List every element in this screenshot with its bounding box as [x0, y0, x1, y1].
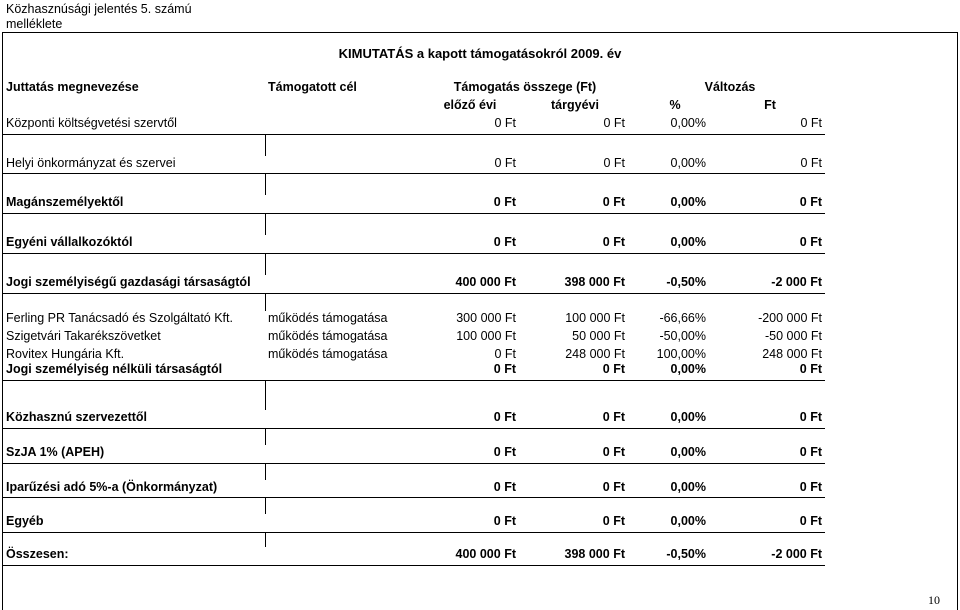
row-underline	[2, 213, 825, 214]
cell-divider	[265, 497, 266, 514]
row-prev-amount: 0 Ft	[493, 195, 516, 209]
row-name: Helyi önkormányzat és szervei	[6, 156, 176, 170]
row-name: Ferling PR Tanácsadó és Szolgáltató Kft.	[6, 311, 233, 325]
row-prev-amount: 300 000 Ft	[456, 311, 516, 325]
row-change-ft: 248 000 Ft	[762, 347, 822, 361]
row-curr-amount: 248 000 Ft	[565, 347, 625, 361]
row-prev-amount: 0 Ft	[494, 156, 516, 170]
cell-divider	[265, 428, 266, 445]
row-change-pct: 0,00%	[670, 480, 706, 494]
row-prev-amount: 0 Ft	[493, 410, 516, 424]
col-header-pct: %	[669, 98, 681, 112]
row-name: Összesen:	[6, 547, 69, 561]
row-prev-amount: 400 000 Ft	[455, 275, 516, 289]
row-curr-amount: 0 Ft	[602, 410, 625, 424]
row-change-ft: 0 Ft	[799, 362, 822, 376]
row-change-ft: 0 Ft	[800, 156, 822, 170]
row-underline	[2, 380, 825, 381]
row-change-ft: 0 Ft	[799, 480, 822, 494]
row-prev-amount: 0 Ft	[493, 480, 516, 494]
row-name: Központi költségvetési szervtől	[6, 116, 177, 130]
row-name: Jogi személyiségű gazdasági társaságtól	[6, 275, 251, 289]
row-underline	[2, 463, 825, 464]
row-underline	[2, 173, 825, 174]
row-prev-amount: 0 Ft	[493, 235, 516, 249]
row-curr-amount: 398 000 Ft	[564, 275, 625, 289]
col-header-name: Juttatás megnevezése	[6, 80, 139, 94]
row-change-ft: 0 Ft	[799, 410, 822, 424]
row-change-ft: 0 Ft	[800, 116, 822, 130]
row-change-ft: -200 000 Ft	[758, 311, 822, 325]
row-change-ft: 0 Ft	[799, 514, 822, 528]
row-prev-amount: 0 Ft	[493, 362, 516, 376]
row-change-ft: 0 Ft	[799, 235, 822, 249]
cell-divider	[265, 213, 266, 235]
row-underline	[2, 293, 825, 294]
row-change-ft: -50 000 Ft	[765, 329, 822, 343]
row-name: Rovitex Hungária Kft.	[6, 347, 125, 361]
row-underline	[2, 428, 825, 429]
row-change-ft: 0 Ft	[799, 445, 822, 459]
row-goal: működés támogatása	[268, 347, 388, 361]
cell-divider	[265, 293, 266, 311]
row-change-pct: 0,00%	[670, 116, 706, 130]
row-curr-amount: 100 000 Ft	[565, 311, 625, 325]
row-change-pct: -0,50%	[666, 547, 706, 561]
row-change-pct: 0,00%	[670, 195, 706, 209]
row-prev-amount: 0 Ft	[494, 116, 516, 130]
row-name: Szigetvári Takarékszövetket	[6, 329, 161, 343]
row-name: Iparűzési adó 5%-a (Önkormányzat)	[6, 480, 218, 494]
col-header-amount: Támogatás összege (Ft)	[453, 80, 597, 94]
row-name: SzJA 1% (APEH)	[6, 445, 105, 459]
row-name: Közhasznú szervezettől	[6, 410, 148, 424]
header-note: Közhasznúsági jelentés 5. számú melléklete	[6, 2, 192, 31]
cell-divider	[265, 134, 266, 156]
page-number: 10	[928, 593, 940, 607]
row-name: Magánszemélyektől	[6, 195, 124, 209]
col-header-goal: Támogatott cél	[268, 80, 357, 94]
row-curr-amount: 0 Ft	[602, 480, 625, 494]
row-change-pct: 0,00%	[670, 235, 706, 249]
cell-divider	[265, 463, 266, 480]
row-curr-amount: 0 Ft	[602, 514, 625, 528]
row-goal: működés támogatása	[268, 311, 388, 325]
cell-divider	[265, 532, 266, 547]
row-name: Jogi személyiség nélküli társaságtól	[6, 362, 223, 376]
row-change-pct: 0,00%	[670, 514, 706, 528]
col-header-curr: tárgyévi	[551, 98, 599, 112]
row-change-ft: -2 000 Ft	[771, 547, 822, 561]
row-curr-amount: 0 Ft	[602, 235, 625, 249]
col-header-change: Változás	[704, 80, 756, 94]
row-change-pct: 0,00%	[670, 445, 706, 459]
row-name: Egyéb	[6, 514, 44, 528]
row-change-pct: 0,00%	[670, 156, 706, 170]
row-underline	[2, 253, 825, 254]
cell-divider	[265, 173, 266, 195]
cell-divider	[265, 253, 266, 275]
col-header-prev: előző évi	[443, 98, 497, 112]
cell-divider	[265, 380, 266, 410]
row-curr-amount: 0 Ft	[602, 195, 625, 209]
row-goal: működés támogatása	[268, 329, 388, 343]
row-change-pct: 0,00%	[670, 362, 706, 376]
row-curr-amount: 398 000 Ft	[564, 547, 625, 561]
row-underline	[2, 532, 825, 533]
row-change-pct: -50,00%	[659, 329, 706, 343]
row-change-pct: -0,50%	[666, 275, 706, 289]
row-underline	[2, 565, 825, 566]
row-prev-amount: 0 Ft	[493, 514, 516, 528]
row-change-pct: 0,00%	[670, 410, 706, 424]
row-prev-amount: 100 000 Ft	[456, 329, 516, 343]
row-curr-amount: 0 Ft	[603, 156, 625, 170]
row-curr-amount: 0 Ft	[602, 445, 625, 459]
row-curr-amount: 50 000 Ft	[572, 329, 625, 343]
row-underline	[2, 497, 825, 498]
row-change-pct: 100,00%	[656, 347, 706, 361]
row-prev-amount: 0 Ft	[494, 347, 516, 361]
row-underline	[2, 134, 825, 135]
row-curr-amount: 0 Ft	[602, 362, 625, 376]
row-change-ft: 0 Ft	[799, 195, 822, 209]
row-change-pct: -66,66%	[659, 311, 706, 325]
row-prev-amount: 400 000 Ft	[455, 547, 516, 561]
col-header-ft: Ft	[764, 98, 776, 112]
row-name: Egyéni vállalkozóktól	[6, 235, 133, 249]
row-change-ft: -2 000 Ft	[771, 275, 822, 289]
row-prev-amount: 0 Ft	[493, 445, 516, 459]
page-title: KIMUTATÁS a kapott támogatásokról 2009. év	[338, 46, 622, 61]
row-curr-amount: 0 Ft	[603, 116, 625, 130]
